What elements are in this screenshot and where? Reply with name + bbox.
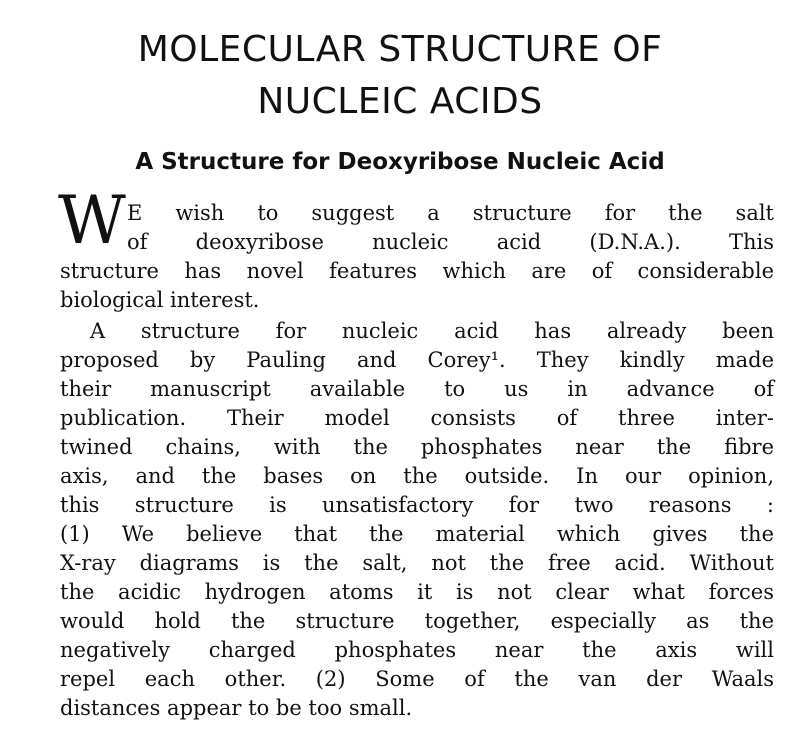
article-title-line-1: MOLECULAR STRUCTURE OF	[137, 29, 663, 70]
paragraph-2-line: this structure is unsatisfactory for two reasons :	[60, 493, 774, 517]
paragraph-1-line: of deoxyribose nucleic acid (D.N.A.). This	[127, 230, 774, 254]
article-title-line-2: NUCLEIC ACIDS	[257, 81, 543, 122]
paragraph-1-line: structure has novel features which are of considerable	[60, 259, 774, 283]
paragraph-2-line: publication. Their model consists of three inter-	[60, 406, 774, 430]
paragraph-2-line: the acidic hydrogen atoms it is not clear what forces	[60, 580, 774, 604]
paragraph-2-line: axis, and the bases on the outside. In our opinion,	[60, 464, 774, 488]
drop-cap: W	[58, 182, 126, 259]
paragraph-2-line: repel each other. (2) Some of the van der Waals	[60, 667, 774, 691]
paragraph-2-line: A structure for nucleic acid has already been	[90, 319, 774, 343]
paragraph-2-line: (1) We believe that the material which gives the	[60, 522, 774, 546]
paragraph-2-line: distances appear to be too small.	[60, 696, 413, 720]
paragraph-2-line: proposed by Pauling and Corey¹. They kindly made	[60, 348, 774, 372]
article-subtitle: A Structure for Deoxyribose Nucleic Acid	[135, 149, 665, 175]
paragraph-2-line: X-ray diagrams is the salt, not the free acid. Without	[60, 551, 774, 575]
paragraph-1-line: biological interest.	[60, 288, 260, 312]
paragraph-2-line: their manuscript available to us in advance of	[60, 377, 774, 401]
paragraph-1-line: E wish to suggest a structure for the salt	[127, 201, 774, 225]
paragraph-2-line: would hold the structure together, especially as the	[60, 609, 774, 633]
paragraph-2-line: twined chains, with the phosphates near the fibre	[60, 435, 774, 459]
paragraph-2-line: negatively charged phosphates near the axis will	[60, 638, 774, 662]
